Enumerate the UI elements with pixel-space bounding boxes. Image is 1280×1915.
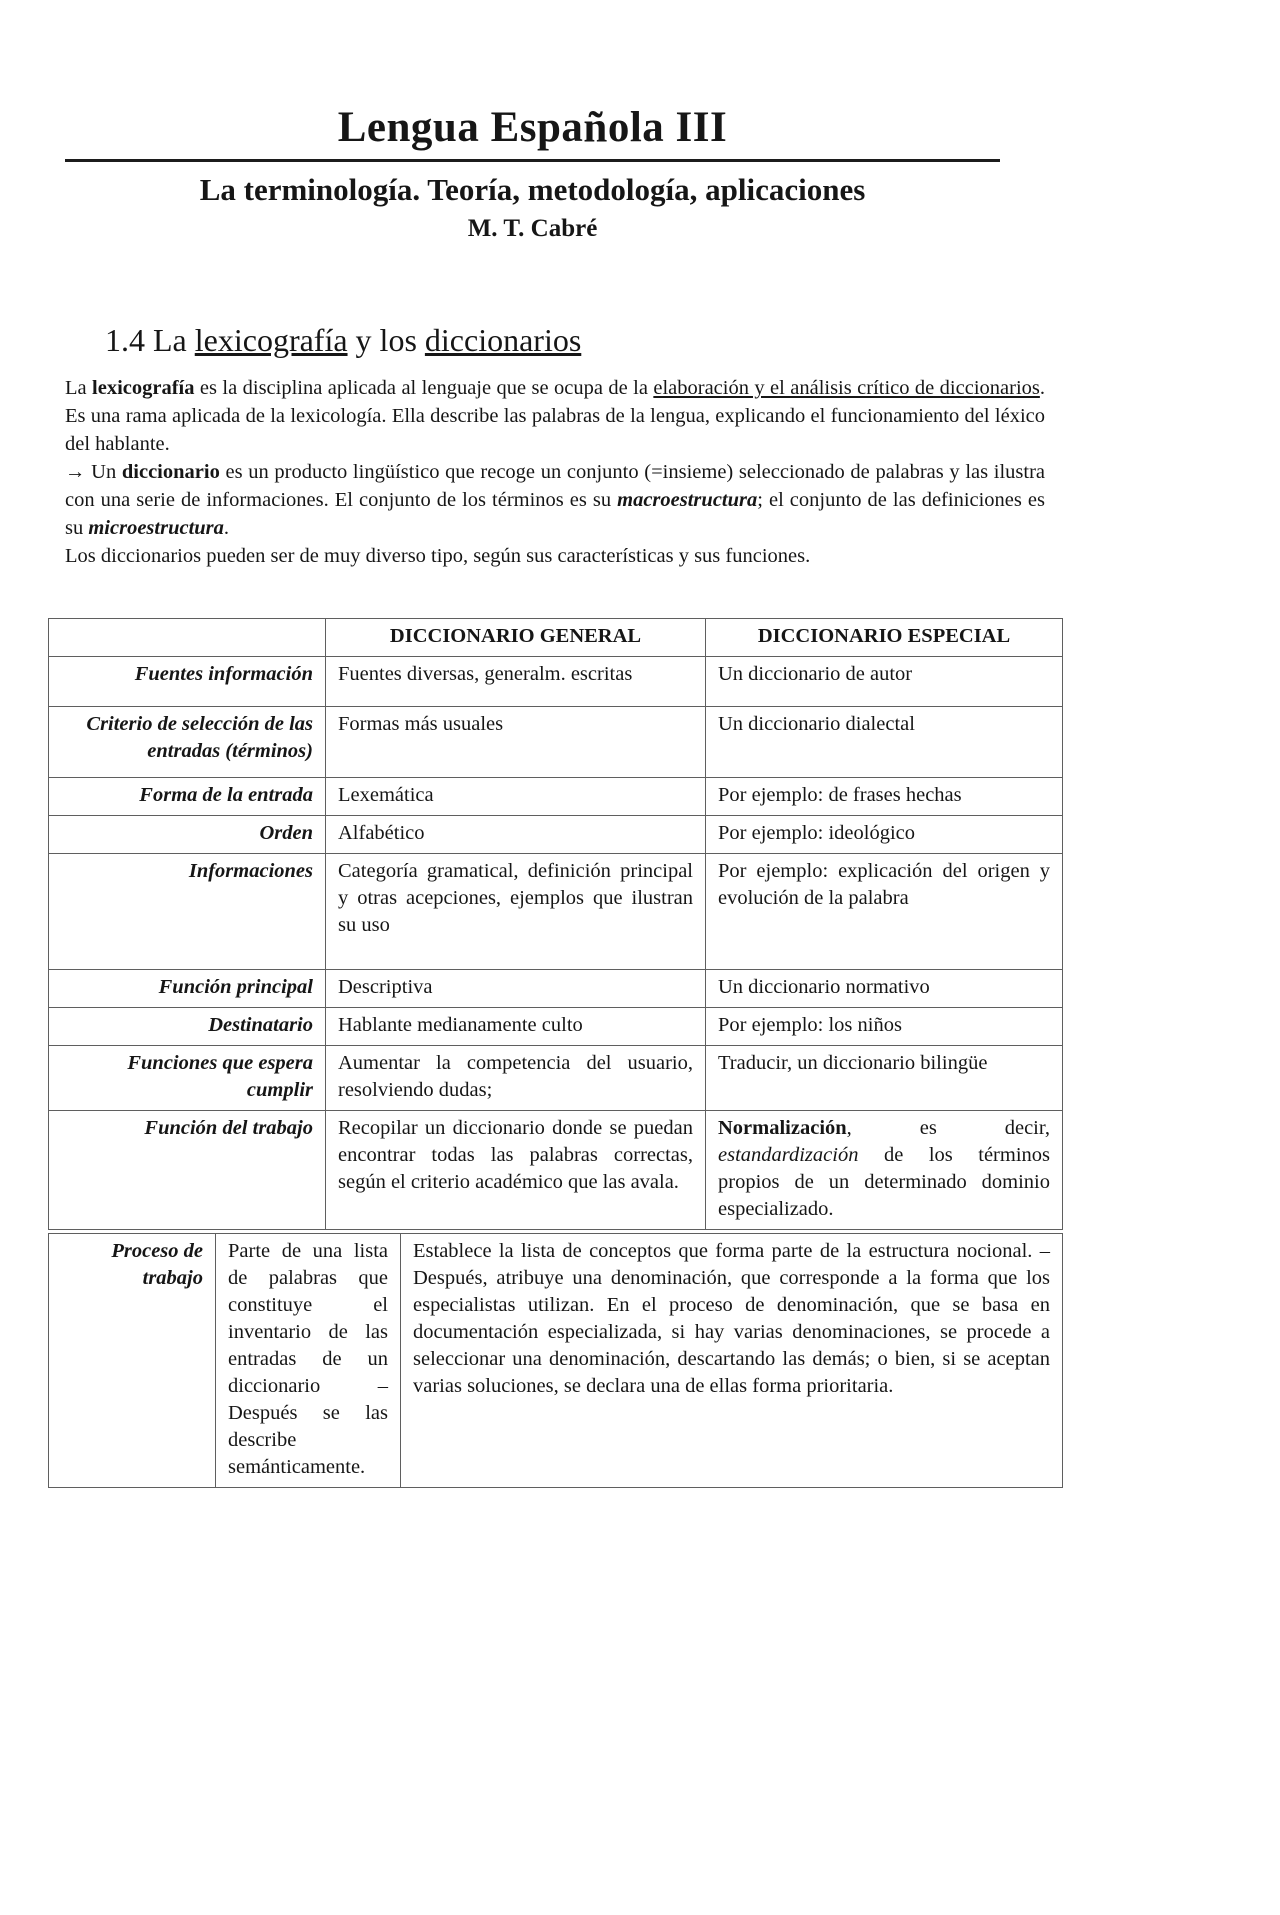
table-row-proceso	[49, 1234, 1063, 1488]
especial-cell	[706, 1111, 1063, 1230]
p1-bold-term: lexicografía	[92, 377, 195, 400]
section-heading-text: 1.4 La	[105, 321, 195, 358]
section-heading-text-2: y los	[347, 321, 425, 358]
normalizacion-term: Normalización	[718, 1117, 847, 1140]
p1-underlined-phrase: elaboración y el análisis crítico de diccionarios	[653, 377, 1040, 400]
general-cell: Alfabético	[326, 816, 706, 854]
table-row-destinatario	[49, 1008, 1063, 1046]
p1-text-3: . Es una rama aplicada de la lexicología. Ella describe las palabras de la lengua, explicando el funcionamiento del léxico del hablante.	[65, 377, 1045, 456]
intro-text	[65, 374, 1045, 570]
general-cell: Hablante medianamente culto	[326, 1008, 706, 1046]
general-cell: Fuentes diversas, generalm. escritas	[326, 657, 706, 707]
corner-cell	[49, 619, 326, 657]
table-row-fuentes	[49, 657, 1063, 707]
p2-text: es un producto lingüístico que recoge un conjunto (=insieme) seleccionado de palabras y las ilustra con una serie de informaciones. El conjunto de los términos es su	[65, 461, 1045, 512]
intro-paragraph-2	[65, 458, 1045, 542]
table-row-funciones-espera	[49, 1046, 1063, 1111]
table-row-funcion-trabajo	[49, 1111, 1063, 1230]
p2-macroestructura-term: macroestructura	[617, 489, 758, 512]
p2-bold-term: diccionario	[121, 461, 220, 484]
table-row-forma	[49, 778, 1063, 816]
process-table	[48, 1233, 1063, 1488]
row-label: Forma de la entrada	[49, 778, 326, 816]
especial-cell: Por ejemplo: de frases hechas	[706, 778, 1063, 816]
intro-paragraph-3: Los diccionarios pueden ser de muy diverso tipo, según sus características y sus funciones.	[65, 545, 811, 568]
general-cell: Lexemática	[326, 778, 706, 816]
section-heading	[105, 323, 1280, 358]
p2-arrow-text: → Un	[65, 461, 122, 484]
header-diccionario-especial: DICCIONARIO ESPECIAL	[706, 619, 1063, 657]
estandardizacion-term: estandardización	[718, 1144, 859, 1167]
table-row-informaciones	[49, 854, 1063, 970]
intro-paragraph-1	[65, 374, 1045, 458]
especial-cell: Un diccionario dialectal	[706, 707, 1063, 778]
comparison-table	[48, 618, 1063, 1230]
especial-cell: Un diccionario de autor	[706, 657, 1063, 707]
general-cell: Recopilar un diccionario donde se puedan encontrar todas las palabras correctas, según el criterio académico que las avala.	[326, 1111, 706, 1230]
page-title: Lengua Española III	[337, 104, 728, 151]
title-rule	[65, 159, 1000, 162]
process-especial-cell: Establece la lista de conceptos que forma parte de la estructura nocional. – Después, atribuye una denominación, que corresponde a la forma que los especialistas utilizan. En el proceso de denominación, que se basa en documentación especializada, si hay varias denominaciones, se procede a seleccionar una denominación, descartando las demás; o bien, si se aceptan varias soluciones, se declara una de ellas forma prioritaria.	[401, 1234, 1063, 1488]
header-diccionario-general: DICCIONARIO GENERAL	[326, 619, 706, 657]
row-label: Proceso de trabajo	[49, 1234, 216, 1488]
doc-subtitle: La terminología. Teoría, metodología, aplicaciones	[199, 172, 866, 208]
row-label: Criterio de selección de las entradas (términos)	[49, 707, 326, 778]
p1-text-2: es la disciplina aplicada al lenguaje que se ocupa de la	[194, 377, 654, 400]
row-label: Destinatario	[49, 1008, 326, 1046]
general-cell: Categoría gramatical, definición principal y otras acepciones, ejemplos que ilustran su uso	[326, 854, 706, 970]
general-cell: Formas más usuales	[326, 707, 706, 778]
doc-author: M. T. Cabré	[467, 214, 598, 242]
especial-cell: Por ejemplo: los niños	[706, 1008, 1063, 1046]
section-heading-underlined-1: lexicografía	[194, 321, 348, 358]
table-row-criterio	[49, 707, 1063, 778]
table-row-funcion-principal	[49, 970, 1063, 1008]
p2-text-3: .	[223, 517, 230, 540]
especial-cell: Por ejemplo: explicación del origen y evolución de la palabra	[706, 854, 1063, 970]
row-label: Orden	[49, 816, 326, 854]
table-header-row	[49, 619, 1063, 657]
p1-text: La	[65, 377, 93, 400]
row-label: Funciones que espera cumplir	[49, 1046, 326, 1111]
especial-text: , es decir,	[846, 1117, 1050, 1140]
row-label: Función principal	[49, 970, 326, 1008]
section-heading-underlined-2: diccionarios	[424, 321, 582, 358]
process-general-cell: Parte de una lista de palabras que constituye el inventario de las entradas de un diccionario – Después se las describe semánticamente.	[216, 1234, 401, 1488]
p2-text-2: ; el conjunto de las definiciones es su	[65, 489, 1045, 540]
row-label: Función del trabajo	[49, 1111, 326, 1230]
especial-cell: Por ejemplo: ideológico	[706, 816, 1063, 854]
row-label: Fuentes información	[49, 657, 326, 707]
p2-microestructura-term: microestructura	[88, 517, 224, 540]
especial-cell: Un diccionario normativo	[706, 970, 1063, 1008]
row-label: Informaciones	[49, 854, 326, 970]
general-cell: Descriptiva	[326, 970, 706, 1008]
especial-cell: Traducir, un diccionario bilingüe	[706, 1046, 1063, 1111]
title-block	[65, 104, 1000, 243]
general-cell: Aumentar la competencia del usuario, resolviendo dudas;	[326, 1046, 706, 1111]
especial-text-2: de los términos propios de un determinado dominio especializado.	[718, 1144, 1050, 1221]
document-page	[0, 104, 1280, 1488]
table-row-orden	[49, 816, 1063, 854]
